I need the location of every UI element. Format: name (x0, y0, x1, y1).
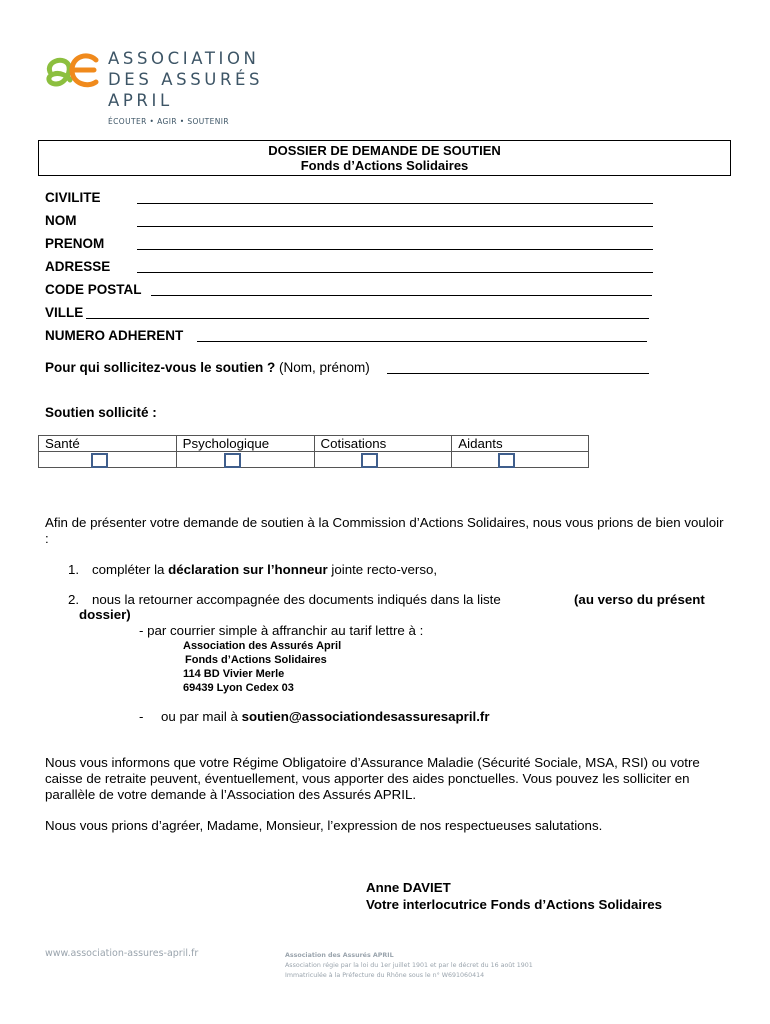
footer-org: Association des Assurés APRIL (285, 952, 394, 959)
field-prenom[interactable] (45, 236, 653, 252)
field-line-nom[interactable] (137, 226, 653, 227)
info-paragraph: Nous vous informons que votre Régime Obligatoire d’Assurance Maladie (Sécurité Sociale, MSA, RSI) ou votre caisse de retraite peuvent, éventuellement, vous apporter des aides ponctuelles. Vous pouvez les solliciter en parallèle de votre demande à l’Association des Assurés APRIL. (45, 755, 700, 802)
beneficiary-question-label: Pour qui sollicitez-vous le soutien ? (45, 360, 276, 375)
document-title-box (38, 140, 731, 176)
field-line-prenom[interactable] (137, 249, 653, 250)
logo-text-line1: ASSOCIATION (108, 49, 260, 68)
footer-legal (285, 951, 533, 981)
mail-instruction: - ou par mail à soutien@associationdesassuresapril.fr (139, 709, 490, 724)
association-logo-mark (44, 50, 100, 92)
footer-legal-line-2: Immatriculée à la Préfecture du Rhône sous le n° W691060414 (285, 972, 485, 979)
courrier-instruction: - par courrier simple à affranchir au tarif lettre à : (139, 623, 424, 638)
logo-text-line3: APRIL (108, 91, 173, 110)
footer-website[interactable]: www.association-assures-april.fr (45, 948, 199, 959)
support-option-cotisations: Cotisations (314, 436, 452, 452)
signature-role: Votre interlocutrice Fonds d’Actions Solidaires (366, 897, 663, 912)
field-line-beneficiary[interactable] (387, 373, 649, 374)
logo-text-line2: DES ASSURÉS (108, 70, 264, 89)
footer-legal-line-1: Association régie par la loi du 1er juillet 1901 et par le décret du 16 août 1901 (285, 962, 533, 969)
address-line-1: Association des Assurés April (183, 640, 342, 652)
field-numero-adherent[interactable] (45, 328, 647, 344)
postal-address (183, 639, 341, 695)
item-1-number: 1. (68, 562, 80, 577)
logo-tagline: ÉCOUTER • AGIR • SOUTENIR (108, 117, 230, 126)
checkbox-sante[interactable] (91, 453, 108, 468)
field-label-nom: NOM (45, 213, 77, 228)
field-code-postal[interactable] (45, 282, 652, 298)
signature-block (366, 879, 662, 913)
field-label-adresse: ADRESSE (45, 259, 111, 274)
support-option-aidants: Aidants (452, 436, 589, 452)
beneficiary-question-hint: (Nom, prénom) (275, 360, 370, 375)
support-heading: Soutien sollicité : (45, 405, 157, 420)
intro-paragraph: Afin de présenter votre demande de soutien à la Commission d’Actions Solidaires, nous vous prions de bien vouloir : (45, 515, 724, 546)
field-label-civilite: CIVILITE (45, 190, 101, 205)
field-line-numero-adherent[interactable] (197, 341, 647, 342)
address-line-4: 69439 Lyon Cedex 03 (183, 682, 294, 694)
field-ville[interactable] (45, 305, 649, 321)
closing-paragraph: Nous vous prions d’agréer, Madame, Monsieur, l’expression de nos respectueuses salutations. (45, 818, 603, 833)
field-label-prenom: PRENOM (45, 236, 105, 251)
checkbox-psychologique[interactable] (224, 453, 241, 468)
checkbox-aidants[interactable] (498, 453, 515, 468)
item-2-number: 2. (68, 592, 80, 607)
field-label-numero-adherent: NUMERO ADHERENT (45, 328, 184, 343)
field-nom[interactable] (45, 213, 653, 229)
address-line-3: 114 BD Vivier Merle (183, 668, 285, 680)
support-option-psychologique: Psychologique (176, 436, 314, 452)
contact-email[interactable]: soutien@associationdesassuresapril.fr (241, 709, 490, 724)
field-line-adresse[interactable] (137, 272, 653, 273)
beneficiary-question[interactable] (45, 360, 649, 376)
field-label-code-postal: CODE POSTAL (45, 282, 142, 297)
address-line-2: Fonds d’Actions Solidaires (185, 654, 327, 666)
checkbox-cotisations[interactable] (361, 453, 378, 468)
signature-name: Anne DAVIET (366, 880, 451, 895)
document-title: DOSSIER DE DEMANDE DE SOUTIEN (268, 143, 501, 158)
field-line-ville[interactable] (86, 318, 649, 319)
field-line-civilite[interactable] (137, 203, 653, 204)
field-civilite[interactable] (45, 190, 653, 206)
declaration-honneur: déclaration sur l’honneur (168, 562, 328, 577)
field-label-ville: VILLE (45, 305, 84, 320)
document-subtitle: Fonds d’Actions Solidaires (300, 158, 469, 173)
field-line-code-postal[interactable] (151, 295, 652, 296)
support-option-sante: Santé (39, 436, 177, 452)
field-adresse[interactable] (45, 259, 653, 275)
